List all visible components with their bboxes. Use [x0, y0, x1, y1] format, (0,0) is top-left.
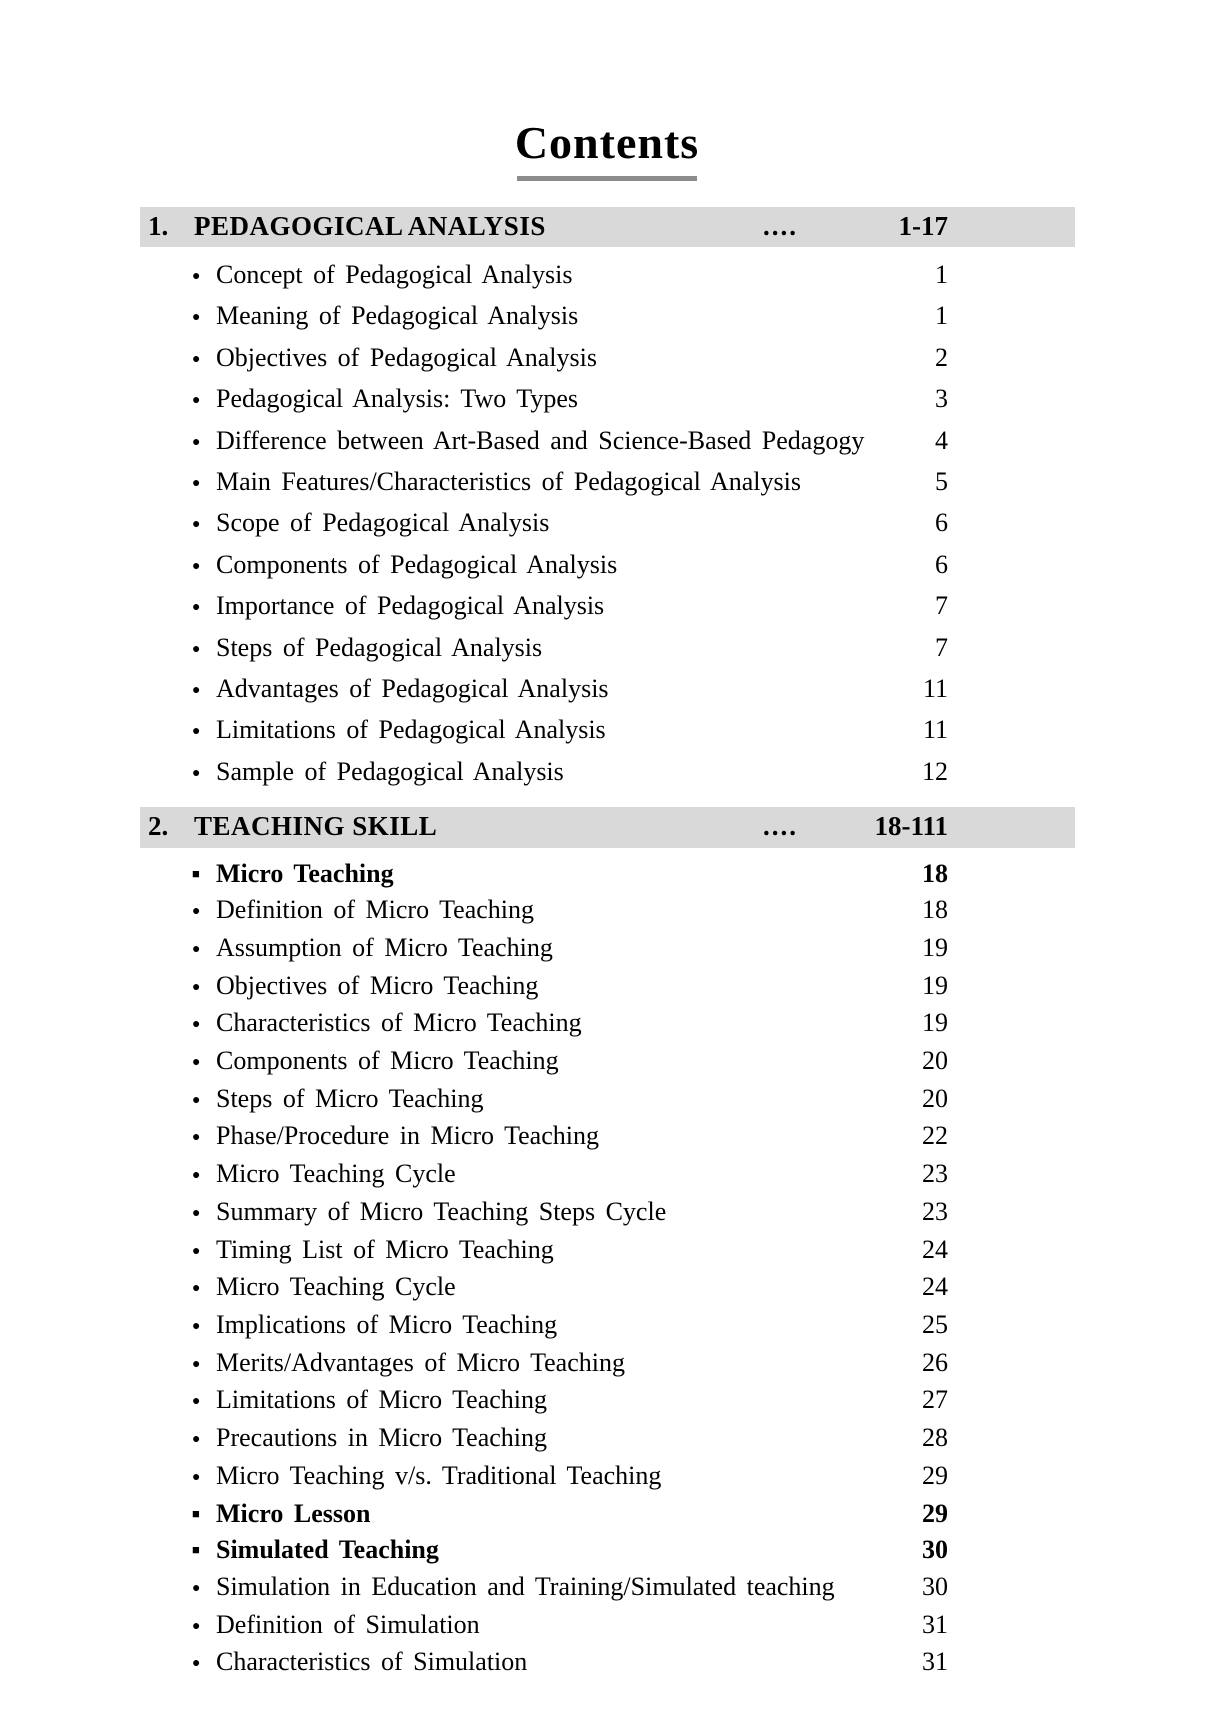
toc-item [140, 1120, 1075, 1158]
item-page: 6 [935, 508, 948, 538]
item-label: Micro Teaching v/s. Traditional Teaching [216, 1460, 662, 1490]
toc-section [140, 807, 1075, 1684]
item-label: Pedagogical Analysis: Two Types [216, 384, 578, 414]
item-label: Micro Teaching Cycle [216, 1272, 456, 1302]
toc-item [140, 588, 1075, 629]
item-page: 19 [922, 970, 948, 1000]
toc-item [140, 464, 1075, 505]
item-label: Importance of Pedagogical Analysis [216, 591, 605, 621]
item-label: Steps of Micro Teaching [216, 1083, 484, 1113]
bullet-icon: ● [192, 475, 201, 491]
toc-item [140, 858, 1075, 895]
item-page: 1 [935, 259, 948, 289]
toc-item [140, 932, 1075, 970]
toc-item [140, 1083, 1075, 1121]
item-label: Assumption of Micro Teaching [216, 932, 553, 962]
toc-item [140, 894, 1075, 932]
toc-item [140, 754, 1075, 795]
item-label: Concept of Pedagogical Analysis [216, 259, 573, 289]
section-title: PEDAGOGICAL ANALYSIS [194, 210, 546, 241]
toc-item [140, 1498, 1075, 1535]
section-dots: .... [763, 811, 798, 842]
bullet-icon: ● [192, 558, 201, 574]
item-label: Limitations of Pedagogical Analysis [216, 715, 606, 745]
bullet-icon: ● [192, 1205, 201, 1221]
bullet-icon: ● [192, 979, 201, 995]
item-label: Micro Teaching [216, 858, 394, 888]
item-label: Limitations of Micro Teaching [216, 1385, 548, 1415]
section-header [140, 207, 1075, 247]
item-page: 19 [922, 932, 948, 962]
section-items [140, 257, 1075, 795]
item-label: Objectives of Micro Teaching [216, 970, 539, 1000]
item-label: Simulated Teaching [216, 1535, 439, 1565]
item-page: 18 [922, 895, 948, 925]
item-page: 7 [935, 632, 948, 662]
item-label: Merits/Advantages of Micro Teaching [216, 1347, 625, 1377]
bullet-icon: ● [192, 268, 201, 284]
toc-item [140, 1422, 1075, 1460]
item-page: 11 [922, 715, 948, 745]
item-page: 5 [935, 466, 948, 496]
item-page: 25 [922, 1310, 948, 1339]
item-label: Meaning of Pedagogical Analysis [216, 301, 579, 331]
item-label: Difference between Art-Based and Science-Based Pedagogy [216, 425, 865, 455]
toc-item [140, 1646, 1075, 1684]
item-label: Summary of Micro Teaching Steps Cycle [216, 1196, 667, 1226]
toc-item [140, 671, 1075, 712]
bullet-icon: ■ [192, 1505, 200, 1521]
bullet-icon: ● [192, 1130, 201, 1146]
item-page: 18 [922, 858, 948, 888]
bullet-icon: ● [192, 1092, 201, 1108]
section-page-range: 18-111 [874, 811, 948, 842]
item-label: Characteristics of Micro Teaching [216, 1008, 582, 1038]
bullet-icon: ● [192, 724, 201, 740]
item-label: Steps of Pedagogical Analysis [216, 632, 543, 662]
bullet-icon: ● [192, 1319, 201, 1334]
item-label: Advantages of Pedagogical Analysis [216, 674, 609, 703]
item-label: Implications of Micro Teaching [216, 1310, 558, 1339]
item-page: 23 [922, 1196, 948, 1226]
bullet-icon: ● [192, 641, 201, 657]
item-page: 27 [922, 1385, 948, 1415]
bullet-icon: ● [192, 1168, 201, 1184]
bullet-icon: ● [192, 600, 201, 616]
item-label: Phase/Procedure in Micro Teaching [216, 1121, 599, 1151]
toc-item [140, 1347, 1075, 1385]
bullet-icon: ● [192, 1656, 201, 1672]
toc-item [140, 1384, 1075, 1422]
toc-item [140, 505, 1075, 546]
toc-item [140, 1534, 1075, 1571]
item-page: 31 [922, 1609, 948, 1639]
toc-item [140, 1460, 1075, 1498]
item-page: 1 [935, 301, 948, 331]
item-label: Sample of Pedagogical Analysis [216, 756, 564, 786]
item-page: 3 [935, 384, 948, 414]
bullet-icon: ● [192, 1580, 201, 1596]
bullet-icon: ■ [192, 865, 200, 881]
item-label: Precautions in Micro Teaching [216, 1423, 548, 1453]
item-label: Characteristics of Simulation [216, 1647, 528, 1677]
title-underline [517, 176, 697, 181]
item-label: Components of Pedagogical Analysis [216, 549, 618, 579]
toc-item [140, 1271, 1075, 1309]
toc-item [140, 340, 1075, 381]
item-page: 19 [922, 1008, 948, 1038]
toc [140, 207, 1075, 1684]
section-number: 1. [148, 210, 169, 241]
item-label: Timing List of Micro Teaching [216, 1234, 554, 1264]
section-number: 2. [148, 811, 169, 842]
toc-item [140, 630, 1075, 671]
toc-item [140, 970, 1075, 1008]
bullet-icon: ● [192, 1356, 201, 1372]
bullet-icon: ● [192, 765, 201, 781]
bullet-icon: ● [192, 1432, 201, 1448]
toc-item [140, 712, 1075, 753]
bullet-icon: ● [192, 1394, 201, 1410]
bullet-icon: ● [192, 434, 201, 450]
item-page: 4 [935, 425, 948, 455]
item-page: 23 [922, 1159, 948, 1189]
item-page: 11 [922, 674, 948, 703]
toc-item [140, 1309, 1075, 1347]
item-page: 30 [922, 1535, 948, 1565]
item-page: 24 [922, 1272, 948, 1302]
bullet-icon: ● [192, 1017, 201, 1033]
toc-item [140, 298, 1075, 339]
toc-item [140, 381, 1075, 422]
item-page: 29 [922, 1498, 948, 1528]
item-page: 6 [935, 549, 948, 579]
toc-item [140, 423, 1075, 464]
bullet-icon: ■ [192, 1542, 200, 1558]
toc-item [140, 1571, 1075, 1609]
item-page: 20 [922, 1046, 948, 1076]
item-page: 24 [922, 1234, 948, 1264]
section-dots: .... [763, 210, 798, 241]
item-label: Definition of Simulation [216, 1609, 480, 1639]
toc-item [140, 1609, 1075, 1647]
toc-item [140, 1158, 1075, 1196]
section-items [140, 858, 1075, 1684]
item-label: Micro Lesson [216, 1498, 371, 1528]
section-page-range: 1-17 [898, 210, 948, 241]
toc-section [140, 207, 1075, 796]
item-page: 20 [922, 1083, 948, 1113]
toc-item [140, 1007, 1075, 1045]
bullet-icon: ● [192, 351, 201, 367]
toc-item [140, 1196, 1075, 1234]
bullet-icon: ● [192, 941, 201, 957]
item-page: 22 [922, 1121, 948, 1151]
item-label: Definition of Micro Teaching [216, 895, 535, 925]
item-page: 31 [922, 1647, 948, 1677]
bullet-icon: ● [192, 1469, 201, 1485]
item-label: Scope of Pedagogical Analysis [216, 508, 550, 538]
toc-item [140, 257, 1075, 298]
title-block [0, 0, 1214, 181]
toc-item [140, 547, 1075, 588]
item-label: Objectives of Pedagogical Analysis [216, 342, 597, 372]
item-page: 2 [935, 342, 948, 372]
toc-item [140, 1234, 1075, 1272]
bullet-icon: ● [192, 310, 201, 326]
bullet-icon: ● [192, 1281, 201, 1297]
item-page: 26 [922, 1347, 948, 1377]
page-title: Contents [514, 117, 700, 168]
bullet-icon: ● [192, 1243, 201, 1259]
bullet-icon: ● [192, 1618, 201, 1634]
item-page: 30 [922, 1571, 948, 1601]
item-page: 28 [922, 1423, 948, 1453]
section-title: TEACHING SKILL [194, 811, 438, 842]
bullet-icon: ● [192, 683, 201, 698]
bullet-icon: ● [192, 904, 201, 920]
bullet-icon: ● [192, 393, 201, 409]
item-page: 12 [922, 756, 948, 786]
item-label: Main Features/Characteristics of Pedagogical Analysis [216, 466, 801, 496]
section-header [140, 807, 1075, 847]
bullet-icon: ● [192, 517, 201, 533]
item-label: Simulation in Education and Training/Simulated teaching [216, 1571, 835, 1601]
item-page: 29 [922, 1460, 948, 1490]
item-label: Components of Micro Teaching [216, 1046, 559, 1076]
item-label: Micro Teaching Cycle [216, 1159, 456, 1189]
toc-item [140, 1045, 1075, 1083]
item-page: 7 [935, 591, 948, 621]
bullet-icon: ● [192, 1055, 201, 1071]
